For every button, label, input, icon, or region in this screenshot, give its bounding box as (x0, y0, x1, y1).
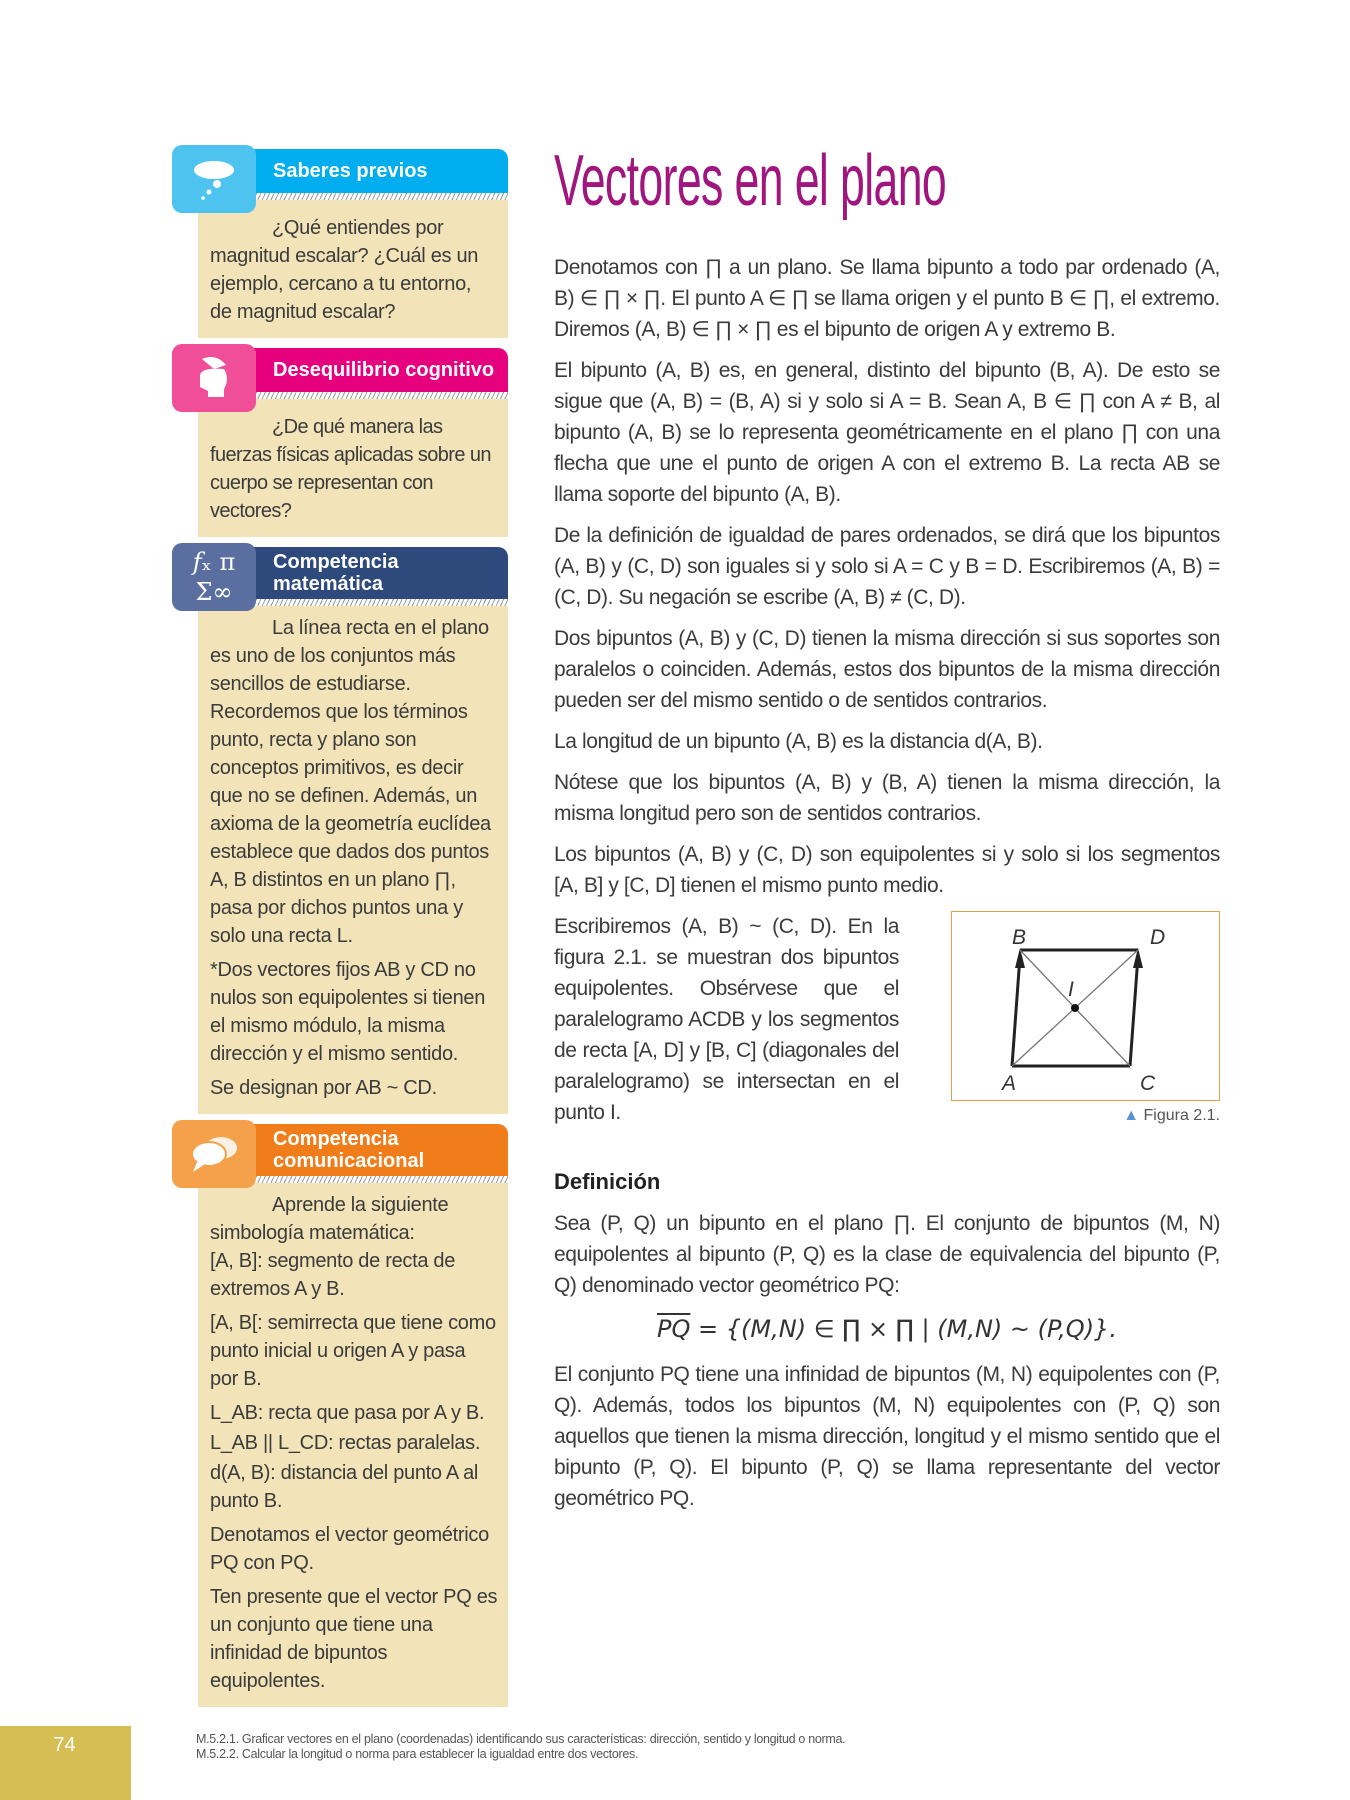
figure-description: Escribiremos (A, B) ~ (C, D). En la figura 2.1. se muestran dos bipuntos equipolentes. Obsérvese que el paralelogramo ACDB y los segmentos de recta [A, D] y [B, C] (diagonales del paralelogramo) se intersectan en el punto I. (554, 915, 899, 1124)
label-a: A (1002, 1072, 1016, 1095)
card-body (198, 606, 508, 1114)
card-title: Desequilibrio cognitivo (273, 359, 495, 381)
card-text: Denotamos el vector geométrico PQ con PQ. (210, 1524, 489, 1574)
card-body (198, 399, 508, 537)
saberes-previos-card (172, 149, 508, 338)
card-text: Ten presente que el vector PQ es un conjunto que tiene una infinidad de bipuntos equipolentes. (210, 1586, 498, 1692)
paragraph: Nótese que los bipuntos (A, B) y (B, A) tienen la misma dirección, la misma longitud pero son de sentidos contrarios. (554, 771, 1220, 825)
closing-text: El conjunto PQ tiene una infinidad de bipuntos (M, N) equipolentes con (P, Q). Además, todos los bipuntos (M, N) equipolentes con (P, Q) son aquellos que tienen la misma dirección, longitud y el mismo sentido que el bipunto (P, Q). El bipunto (P, Q) se llama representante del vector geométrico PQ. (554, 1363, 1220, 1510)
card-text: d(A, B): distancia del punto A al punto B. (210, 1462, 479, 1512)
main-text (554, 252, 1220, 1524)
page-title: Vectores en el plano (554, 141, 947, 221)
figure-block (951, 911, 1220, 1127)
card-text: *Dos vectores fijos AB y CD no nulos son equipolentes si tienen el mismo módulo, la misma dirección y el mismo sentido. (210, 959, 486, 1065)
label-d: D (1150, 926, 1165, 949)
card-title-line2: matemática (273, 573, 384, 595)
triangle-icon: ▲ (1123, 1107, 1140, 1124)
card-text: Se designan por AB ~ CD. (210, 1077, 437, 1099)
skill-1: M.5.2.1. Graficar vectores en el plano (coordenadas) identificando sus características: dirección, sentido y longitud o norma. (196, 1732, 846, 1746)
paragraph: Dos bipuntos (A, B) y (C, D) tienen la misma dirección si sus soportes son paralelos o coinciden. Además, estos dos bipuntos de la misma dirección pueden ser del mismo sentido o de sentidos contrarios. (554, 627, 1220, 712)
card-body (198, 200, 508, 338)
card-text: [A, B[: semirrecta que tiene como punto inicial u origen A y pasa por B. (210, 1312, 496, 1390)
vector-pq: $\overline{PQ}$ (657, 1315, 691, 1343)
card-body (198, 1183, 508, 1707)
desequilibrio-cognitivo-card (172, 348, 508, 537)
label-i: I (1068, 978, 1074, 1001)
label-b: B (1012, 926, 1026, 949)
head-icon (172, 344, 256, 412)
paragraph: La longitud de un bipunto (A, B) es la distancia d(A, B). (554, 730, 1043, 753)
card-text: ¿Qué entiendes por magnitud escalar? ¿Cuál es un ejemplo, cercano a tu entorno, de magnitud escalar? (210, 217, 479, 323)
figure-row (554, 911, 1220, 1128)
competencia-matematica-card (172, 547, 508, 1114)
skill-2: M.5.2.2. Calcular la longitud o norma para establecer la igualdad entre dos vectores. (196, 1747, 639, 1761)
thought-cloud-icon (172, 145, 256, 213)
card-text: [A, B]: segmento de recta de extremos A y B. (210, 1250, 456, 1300)
parallelogram-diagram (1012, 948, 1143, 1066)
card-text: L_AB: recta que pasa por A y B. (210, 1402, 485, 1424)
speech-bubbles-icon (172, 1120, 256, 1188)
figure-caption: ▲ Figura 2.1. (1123, 1107, 1220, 1124)
math-symbols-icon: 𝑓ₓ π Σ∞ (172, 543, 256, 611)
card-text: L_AB || L_CD: rectas paralelas. (210, 1432, 481, 1454)
label-c: C (1140, 1072, 1155, 1095)
card-title-line2: comunicacional (273, 1150, 425, 1172)
formula: $\overline{PQ} = \{(M,N)$ ∈ ∏ × ∏ | (M,N) ~ (P,Q)}. (657, 1315, 1117, 1343)
card-text: Aprende la siguiente simbología matemática: (210, 1194, 449, 1244)
page-number-band (0, 1726, 131, 1800)
card-title: Saberes previos (273, 160, 428, 182)
definition-text: Sea (P, Q) un bipunto en el plano ∏. El conjunto de bipuntos (M, N) equipolentes al bipunto (P, Q) es la clase de equivalencia del bipunto (P, Q) denominado vector geométrico PQ: (554, 1212, 1220, 1297)
figure-2-1 (951, 911, 1220, 1101)
paragraph: De la definición de igualdad de pares ordenados, se dirá que los bipuntos (A, B) y (C, D) son iguales si y solo si A = C y B = D. Escribiremos (A, B) = (C, D). Su negación se escribe (A, B) ≠ (C, D). (554, 524, 1220, 609)
card-title-line1: Competencia (273, 551, 399, 573)
page-number: 74 (53, 1734, 76, 1756)
card-text: ¿De qué manera las fuerzas físicas aplicadas sobre un cuerpo se representan con vectores? (210, 416, 491, 522)
paragraph: Denotamos con ∏ a un plano. Se llama bipunto a todo par ordenado (A, B) ∈ ∏ × ∏. El punto A ∈ ∏ se llama origen y el punto B ∈ ∏, el extremo. Diremos (A, B) ∈ ∏ × ∏ es el bipunto de origen A y extremo B. (554, 256, 1220, 341)
skills-footer (196, 1732, 845, 1762)
card-title-line1: Competencia (273, 1128, 399, 1150)
definition-heading: Definición (554, 1169, 661, 1194)
sidebar (172, 149, 508, 1717)
paragraph: El bipunto (A, B) es, en general, distinto del bipunto (B, A). De esto se sigue que (A, B) = (B, A) si y solo si A = B. Sean A, B ∈ ∏ con A ≠ B, al bipunto (A, B) se lo representa geométricamente en el plano ∏ con una flecha que une el punto de origen A con el extremo B. La recta AB se llama soporte del bipunto (A, B). (554, 359, 1220, 506)
paragraph: Los bipuntos (A, B) y (C, D) son equipolentes si y solo si los segmentos [A, B] y [C, D] tienen el mismo punto medio. (554, 843, 1220, 897)
competencia-comunicacional-card (172, 1124, 508, 1707)
card-text: La línea recta en el plano es uno de los conjuntos más sencillos de estudiarse. Recordemos que los términos punto, recta y plano son conceptos primitivos, es decir que no se definen. Además, un axioma de la geometría euclídea establece que dados dos puntos A, B distintos en un plano ∏, pasa por dichos puntos una y solo una recta L. (210, 617, 491, 947)
